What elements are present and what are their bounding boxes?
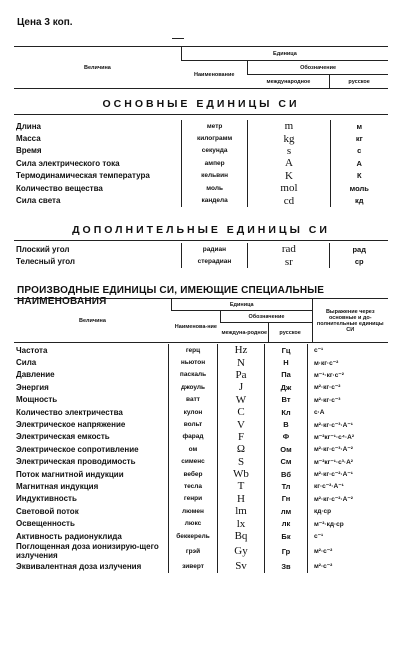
unit-russian: Зв: [265, 560, 308, 572]
section-derived-title: ПРОИЗВОДНЫЕ ЕДИНИЦЫ СИ, ИМЕЮЩИЕ СПЕЦИАЛЬНЫЕ НАИМЕНОВАНИЯ: [17, 285, 325, 307]
unit-russian: К: [330, 170, 388, 182]
unit-russian: Гн: [265, 493, 308, 505]
unit-expression: с⁻¹: [308, 344, 389, 356]
quantity-name: Энергия: [16, 382, 49, 392]
table-row: [14, 505, 388, 517]
unit-russian: Ом: [265, 443, 308, 455]
table-row: [14, 560, 388, 572]
quantity-name: Поток магнитной индукции: [16, 469, 124, 479]
unit-name: стерадиан: [181, 255, 248, 267]
quantity-name: Количество вещества: [16, 183, 103, 193]
unit-russian: Гр: [265, 542, 308, 560]
unit-expression: м²·с⁻²: [308, 560, 389, 572]
unit-russian: лк: [265, 517, 308, 529]
table-extra: [14, 243, 388, 268]
unit-russian: рад: [330, 243, 388, 255]
unit-international: Bq: [218, 530, 265, 542]
unit-name: ньютон: [169, 356, 218, 368]
unit-russian: Бк: [265, 530, 308, 542]
unit-russian: кг: [330, 132, 388, 144]
header-russian: русское: [268, 323, 312, 343]
table-row: [14, 120, 388, 132]
unit-expression: м²·с⁻²: [308, 542, 389, 560]
quantity-name: Масса: [16, 134, 41, 144]
quantity-name: Электрическое сопротивление: [16, 444, 139, 454]
unit-expression: м⁻²кг⁻¹·с³·А²: [308, 456, 389, 468]
top-dash: [172, 38, 184, 39]
unit-name: вольт: [169, 418, 218, 430]
unit-name: тесла: [169, 480, 218, 492]
unit-international: rad: [248, 243, 330, 255]
unit-international: Ω: [218, 443, 265, 455]
unit-russian: Вб: [265, 468, 308, 480]
table-row: [14, 406, 388, 418]
unit-name: люмен: [169, 505, 218, 517]
table-row: [14, 394, 388, 406]
header-table-basic: [14, 46, 388, 89]
unit-russian: Па: [265, 369, 308, 381]
unit-name: кулон: [169, 406, 218, 418]
unit-international: C: [218, 406, 265, 418]
unit-russian: с: [330, 145, 388, 157]
table-row: [14, 542, 388, 560]
unit-name: фарад: [169, 431, 218, 443]
unit-russian: Гц: [265, 344, 308, 356]
unit-international: mol: [248, 182, 330, 194]
unit-russian: Кл: [265, 406, 308, 418]
header-quantity: Величина: [14, 47, 181, 89]
unit-russian: м: [330, 120, 388, 132]
divider: [14, 240, 388, 241]
unit-international: Wb: [218, 468, 265, 480]
unit-russian: В: [265, 418, 308, 430]
unit-international: cd: [248, 194, 330, 206]
quantity-name: Электрическая емкость: [16, 432, 110, 442]
unit-expression: м²·кг·с⁻³·А⁻¹: [308, 418, 389, 430]
quantity-name: Световой поток: [16, 506, 79, 516]
table-basic: [14, 120, 388, 207]
unit-international: S: [218, 456, 265, 468]
unit-expression: кг·с⁻²·А⁻¹: [308, 480, 389, 492]
unit-russian: Вт: [265, 394, 308, 406]
header-name: Наименование: [181, 61, 247, 89]
unit-name: сименс: [169, 456, 218, 468]
unit-name: джоуль: [169, 381, 218, 393]
table-row: [14, 456, 388, 468]
unit-expression: м²·кг·с⁻²·А⁻²: [308, 493, 389, 505]
table-row: [14, 243, 388, 255]
header-designation: Обозначение: [221, 311, 312, 323]
table-row: [14, 517, 388, 529]
table-row: [14, 418, 388, 430]
unit-international: W: [218, 394, 265, 406]
quantity-name: Давление: [16, 370, 55, 380]
unit-international: kg: [248, 132, 330, 144]
table-row: [14, 493, 388, 505]
unit-expression: м²·кг·с⁻²·А⁻¹: [308, 468, 389, 480]
unit-name: грэй: [169, 542, 218, 560]
table-row: [14, 530, 388, 542]
table-row: [14, 356, 388, 368]
unit-russian: кд: [330, 194, 388, 206]
quantity-name: Эквивалентная доза излучения: [16, 561, 142, 571]
unit-international: s: [248, 145, 330, 157]
table-row: [14, 443, 388, 455]
quantity-name: Поглощенная доза ионизирую-щего излучения: [16, 542, 159, 561]
unit-russian: моль: [330, 182, 388, 194]
unit-name: метр: [181, 120, 248, 132]
unit-russian: См: [265, 456, 308, 468]
table-row: [14, 145, 388, 157]
unit-name: паскаль: [169, 369, 218, 381]
unit-name: ватт: [169, 394, 218, 406]
header-international: междуна-родное: [221, 323, 268, 343]
section-basic-title: ОСНОВНЫЕ ЕДИНИЦЫ СИ: [102, 98, 300, 110]
quantity-name: Частота: [16, 345, 48, 355]
unit-international: H: [218, 493, 265, 505]
unit-international: Hz: [218, 344, 265, 356]
table-row: [14, 170, 388, 182]
unit-international: lx: [218, 517, 265, 529]
section-extra-title: ДОПОЛНИТЕЛЬНЫЕ ЕДИНИЦЫ СИ: [72, 224, 330, 236]
unit-international: F: [218, 431, 265, 443]
unit-russian: ср: [330, 255, 388, 267]
unit-international: Gy: [218, 542, 265, 560]
unit-international: m: [248, 120, 330, 132]
header-international: международное: [248, 75, 330, 89]
quantity-name: Индуктивность: [16, 494, 77, 504]
quantity-name: Сила света: [16, 196, 61, 206]
table-row: [14, 132, 388, 144]
header-expression: Выражение через основные и до-полнительные единицы СИ: [312, 299, 388, 343]
header-russian: русское: [330, 75, 388, 89]
table-row: [14, 369, 388, 381]
quantity-name: Время: [16, 146, 42, 156]
table-row: [14, 255, 388, 267]
unit-name: секунда: [181, 145, 248, 157]
header-name: Наименова-ние: [171, 311, 220, 343]
divider: [14, 114, 388, 115]
unit-name: кельвин: [181, 170, 248, 182]
unit-name: килограмм: [181, 132, 248, 144]
table-derived: [14, 344, 388, 573]
quantity-name: Активность радионуклида: [16, 531, 122, 541]
unit-expression: м²·кг·с⁻²: [308, 381, 389, 393]
unit-name: радиан: [181, 243, 248, 255]
price-label: Цена 3 коп.: [17, 17, 73, 28]
unit-russian: Ф: [265, 431, 308, 443]
table-row: [14, 182, 388, 194]
unit-international: V: [218, 418, 265, 430]
unit-name: беккерель: [169, 530, 218, 542]
unit-name: кандела: [181, 194, 248, 206]
unit-name: моль: [181, 182, 248, 194]
header-quantity: Величина: [14, 299, 171, 343]
quantity-name: Плоский угол: [16, 244, 70, 254]
unit-name: люкс: [169, 517, 218, 529]
quantity-name: Мощность: [16, 395, 58, 405]
header-designation: Обозначение: [248, 61, 388, 75]
unit-russian: Тл: [265, 480, 308, 492]
unit-international: Pa: [218, 369, 265, 381]
unit-expression: м²·кг·с⁻³: [308, 394, 389, 406]
table-row: [14, 344, 388, 356]
unit-russian: Дж: [265, 381, 308, 393]
quantity-name: Магнитная индукция: [16, 481, 99, 491]
unit-russian: лм: [265, 505, 308, 517]
table-row: [14, 480, 388, 492]
unit-expression: с⁻¹: [308, 530, 389, 542]
unit-name: герц: [169, 344, 218, 356]
quantity-name: Сила: [16, 358, 37, 368]
unit-expression: м⁻¹·кг·с⁻²: [308, 369, 389, 381]
quantity-name: Электрическое напряжение: [16, 420, 126, 430]
unit-international: K: [248, 170, 330, 182]
quantity-name: Электрическая проводимость: [16, 457, 136, 467]
table-row: [14, 468, 388, 480]
table-row: [14, 157, 388, 169]
table-row: [14, 431, 388, 443]
unit-name: вебер: [169, 468, 218, 480]
unit-name: генри: [169, 493, 218, 505]
header-table-derived: [14, 298, 388, 343]
unit-international: N: [218, 356, 265, 368]
unit-expression: м⁻²·кд·ср: [308, 517, 389, 529]
table-row: [14, 381, 388, 393]
unit-international: A: [248, 157, 330, 169]
unit-expression: кд·ср: [308, 505, 389, 517]
unit-russian: Н: [265, 356, 308, 368]
table-row: [14, 194, 388, 206]
unit-russian: А: [330, 157, 388, 169]
unit-international: lm: [218, 505, 265, 517]
unit-international: T: [218, 480, 265, 492]
unit-international: Sv: [218, 560, 265, 572]
quantity-name: Количество электричества: [16, 407, 123, 417]
unit-name: ампер: [181, 157, 248, 169]
unit-expression: м²·кг·с⁻³·А⁻²: [308, 443, 389, 455]
unit-name: ом: [169, 443, 218, 455]
unit-expression: м·кг·с⁻²: [308, 356, 389, 368]
header-unit: Единица: [181, 47, 388, 61]
unit-name: зиверт: [169, 560, 218, 572]
quantity-name: Длина: [16, 121, 41, 131]
quantity-name: Термодинамическая температура: [16, 171, 150, 181]
unit-international: J: [218, 381, 265, 393]
quantity-name: Сила электрического тока: [16, 158, 120, 168]
unit-international: sr: [248, 255, 330, 267]
unit-expression: с·А: [308, 406, 389, 418]
unit-expression: м⁻²кг⁻¹·с⁴·А²: [308, 431, 389, 443]
quantity-name: Телесный угол: [16, 257, 75, 267]
header-unit: Единица: [171, 299, 312, 311]
quantity-name: Освещенность: [16, 519, 75, 529]
